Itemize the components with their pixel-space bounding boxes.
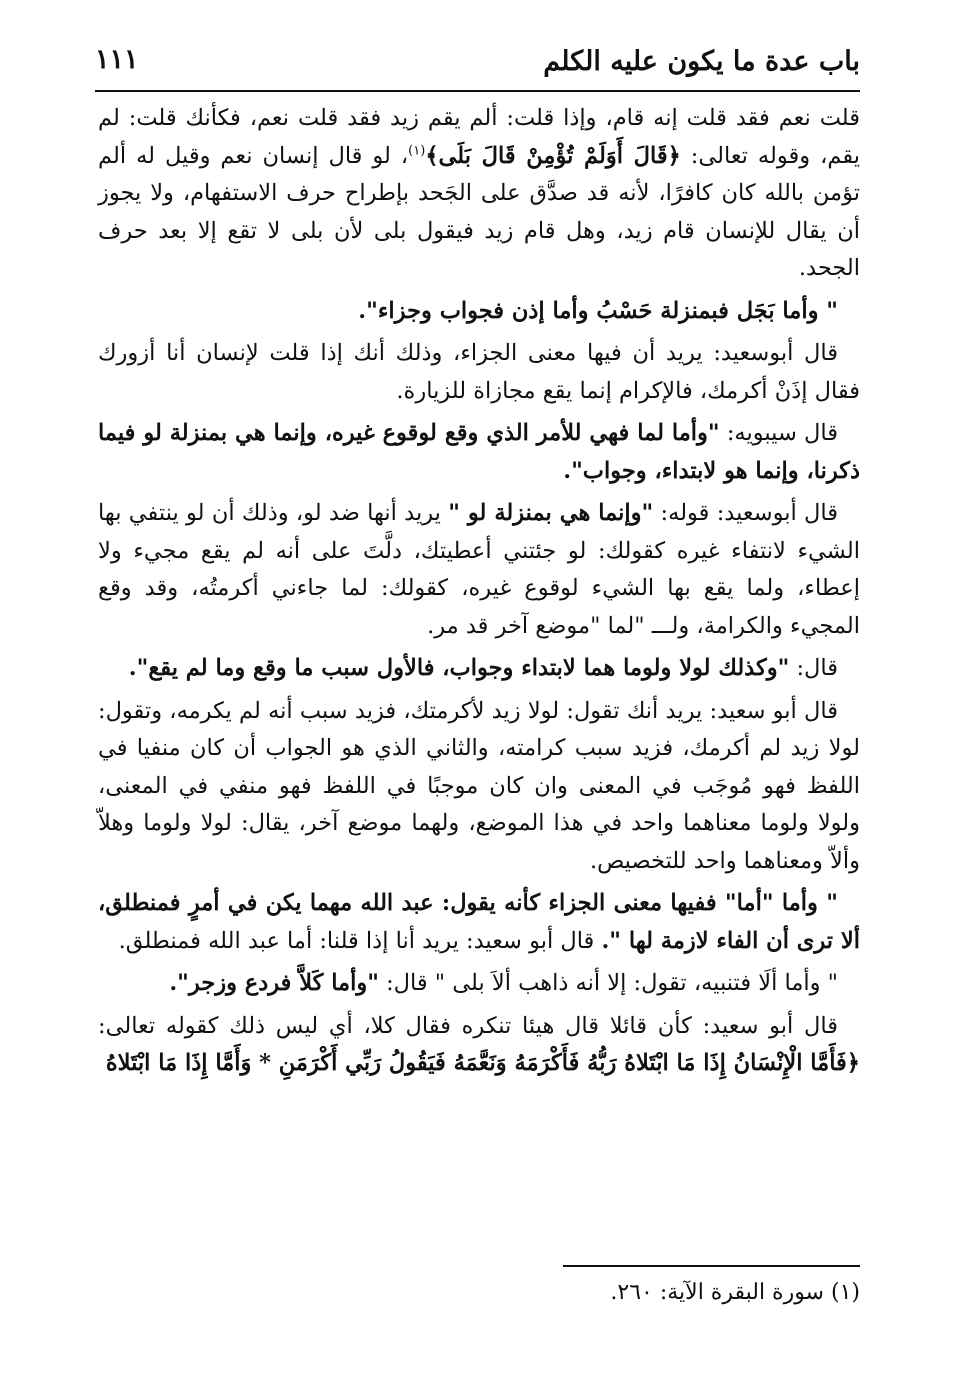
footnote-reference: (١) — [408, 143, 426, 158]
sibawayh-quote-5: " وأما "أما" ففيها معنى الجزاء كأنه يقول: عبد الله مهما يكن في أمرٍ فمنطلق، ألا ترى أن الفاء لازمة لها ". — [98, 890, 860, 954]
quran-verse: ﴿فَأَمَّا الْإِنْسَانُ إِذَا مَا ابْتَلاهُ رَبُّهُ فَأَكْرَمَهُ وَنَعَّمَهُ فَيَقُولُ رَبِّي أَكْرَمَنِ * وَأَمَّا إِذَا مَا ابْتَلاهُ — [105, 1050, 860, 1076]
paragraph-text: قال أبو سعيد: كأن قائلا قال هيئا تنكره فقال كلا، أي ليس ذلك كقوله تعالى: — [98, 1012, 838, 1039]
sibawayh-quote-4: "وكذلك لولا ولوما هما لابتداء وجواب، فالأول سبب ما وقع وما لم يقع". — [128, 655, 790, 681]
paragraph-text: " وأما ألَا فتنبيه، تقول: إلا أنه ذاهب ألاَ بلى " قال: — [378, 970, 838, 996]
footnote: (١) سورة البقرة الآية: ٢٦٠. — [610, 1280, 860, 1305]
paragraph-text: قلت نعم فقد قلت إنه قام، وإذا قلت: ألم يقم زيد فقد قلت نعم، فكأنك قلت: لم يقم، وقوله تعالى: — [98, 105, 860, 169]
paragraph-10 — [98, 1008, 860, 1083]
paragraph-text: قال أبو سعيد: يريد أنا إذا قلنا: أما عبد الله فمنطلق. — [118, 927, 602, 954]
page-header — [95, 40, 860, 92]
sibawayh-quote-2: "وأما لما فهي للأمر الذي وقع لوقوع غيره، وإنما هي بمنزلة لو فيما ذكرنا، وإنما هو لابتداء، وجواب". — [98, 420, 860, 484]
page-number: ١١١ — [95, 44, 139, 75]
paragraph-8 — [98, 885, 860, 960]
paragraph-6 — [98, 650, 860, 688]
paragraph-text: يريد أنها ضد لو، وذلك أن لو ينتفي بها الشيء لانتفاء غيره كقولك: لو جئتني أعطيتك، دلَّتَ على أنه لم يقع مجيء ولا إعطاء، ولما يقع بها الشيء لوقوع غيره، كقولك: لما جاءني أكرمتُه، وقد وقع المجيء والكرامة، ولـــ "لما "موضع آخر قد مر. — [98, 500, 860, 639]
paragraph-text: قال سيبويه: — [719, 420, 838, 446]
quran-verse: ﴿قَالَ أَوَلَمْ تُؤْمِنْ قَالَ بَلَى﴾ — [425, 142, 681, 169]
paragraph-4 — [98, 415, 860, 490]
sibawayh-quote-1: " وأما بَجَل فبمنزلة حَسْبُ وأما إذن فجواب وجزاء". — [358, 297, 838, 324]
paragraph-text: قال أبوسعيد: قوله: — [653, 500, 838, 526]
chapter-title: باب عدة ما يكون عليه الكلم — [543, 46, 860, 77]
sibawayh-quote-6: "وأما كَلاَّ فردع وزجر". — [169, 970, 379, 996]
footnote-divider — [563, 1265, 860, 1267]
paragraph-text: ، لو قال إنسان نعم وقيل له ألم تؤمن بالله كان كافرًا، لأنه قد صدَّق على الجَحد بإطراح حرف الاستفهام، ولا يجوز أن يقال للإنسان قام زيد، وهل قام زيد فيقول بلى لأن بلى لا تقع إلا بعد حرف الجحد. — [98, 142, 860, 281]
paragraph-7: قال أبو سعيد: يريد أنك تقول: لولا زيد لأكرمتك، فزيد سبب أنه لم يكرمه، وتقول: لولا زيد لم أكرمك، فزيد سبب كرامته، والثاني الذي هو الجواب أن كان منفيا في اللفظ فهو مُوجَب في المعنى وان كان موجبًا في اللفظ فهو منفي في المعنى، ولولا ولوما معناهما واحد في هذا الموضع، ولهما موضع آخر، يقال: لولا ولوما وهلاّ وألاّ ومعناهما واحد للتخصيص. — [98, 697, 860, 874]
sibawayh-quote-3: "وإنما هي بمنزلة لو " — [448, 500, 654, 526]
paragraph-9 — [98, 965, 860, 1003]
paragraph-1 — [98, 100, 860, 288]
paragraph-3: قال أبوسعيد: يريد أن فيها معنى الجزاء، وذلك أنك إذا قلت لإنسان أنا أزورك فقال إذَنْ أكرمك، فالإكرام إنما يقع مجازاة للزيارة. — [98, 340, 860, 404]
paragraph-5 — [98, 495, 860, 645]
page-body — [98, 100, 860, 1088]
paragraph-text: قال: — [789, 655, 838, 681]
